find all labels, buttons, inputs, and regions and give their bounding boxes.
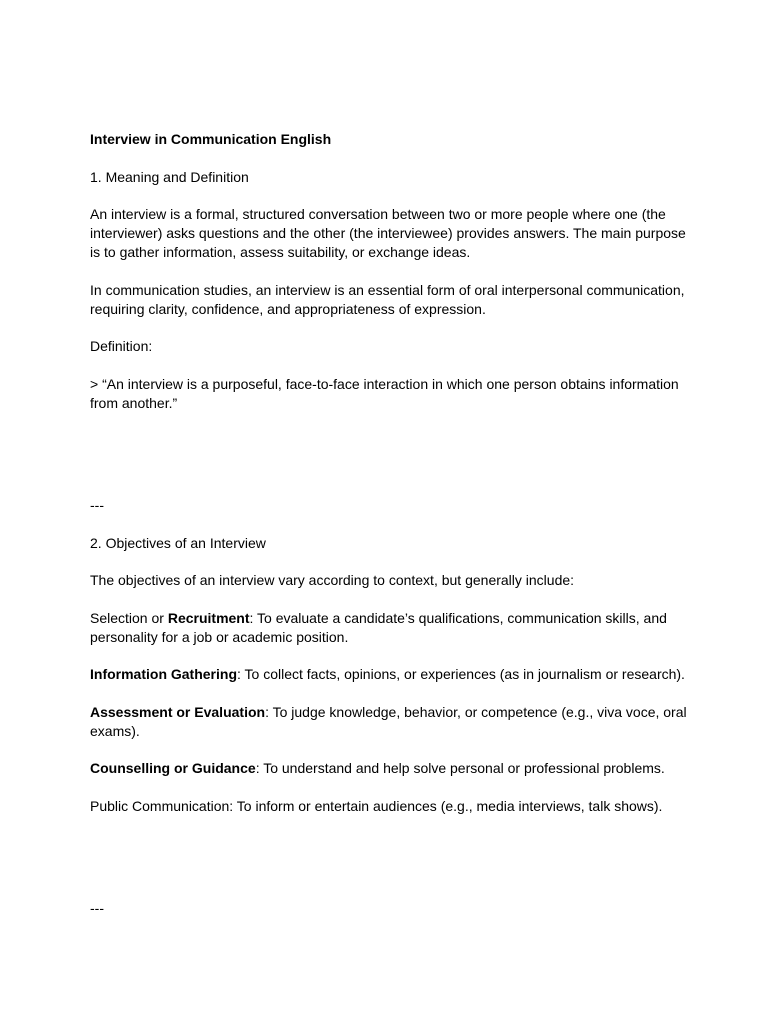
separator: --- bbox=[90, 497, 104, 513]
objective-item bbox=[90, 797, 690, 816]
objective-item bbox=[90, 665, 690, 684]
spacer bbox=[90, 431, 690, 496]
section-heading-objectives: 2. Objectives of an Interview bbox=[90, 534, 266, 551]
objective-prefix: Public Communication: To inform or entertain audiences (e.g., media interviews, talk shows). bbox=[90, 797, 663, 814]
objective-bold-term: Assessment or Evaluation bbox=[90, 703, 266, 720]
objective-text: : To collect facts, opinions, or experiences (as in journalism or research). bbox=[237, 666, 685, 682]
objective-text: : To evaluate a candidate’s qualifications, communication skills, and personality for a job or academic position. bbox=[90, 609, 667, 645]
objective-bold-term: Counselling or Guidance bbox=[90, 760, 256, 776]
objective-bold-term: Recruitment bbox=[167, 609, 250, 626]
objectives-intro: The objectives of an interview vary according to context, but generally include: bbox=[90, 572, 575, 588]
objective-text: : To judge knowledge, behavior, or competence (e.g., viva voce, oral exams). bbox=[90, 703, 687, 739]
separator: --- bbox=[90, 900, 104, 916]
objective-prefix: Selection or bbox=[90, 609, 168, 626]
document-title: Interview in Communication English bbox=[90, 131, 332, 147]
spacer bbox=[90, 834, 690, 899]
objective-item bbox=[90, 703, 690, 741]
section-heading-meaning: 1. Meaning and Definition bbox=[90, 168, 249, 185]
paragraph-communication-studies: In communication studies, an interview is an essential form of oral interpersonal communication, requiring clarity, confidence, and appropriateness of expression. bbox=[90, 281, 685, 317]
objective-text: : To understand and help solve personal or professional problems. bbox=[255, 760, 665, 776]
objective-bold-term: Information Gathering bbox=[90, 666, 237, 682]
definition-quote: > “An interview is a purposeful, face-to-face interaction in which one person obtains information from another.” bbox=[90, 375, 679, 411]
paragraph-meaning: An interview is a formal, structured conversation between two or more people where one (the interviewer) asks questions and the other (the interviewee) provides answers. The main purpose is to gather information, assess suitability, or exchange ideas. bbox=[90, 206, 686, 260]
objective-item bbox=[90, 609, 690, 647]
objective-item bbox=[90, 759, 690, 778]
definition-label: Definition: bbox=[90, 338, 153, 354]
document-page bbox=[90, 130, 690, 937]
